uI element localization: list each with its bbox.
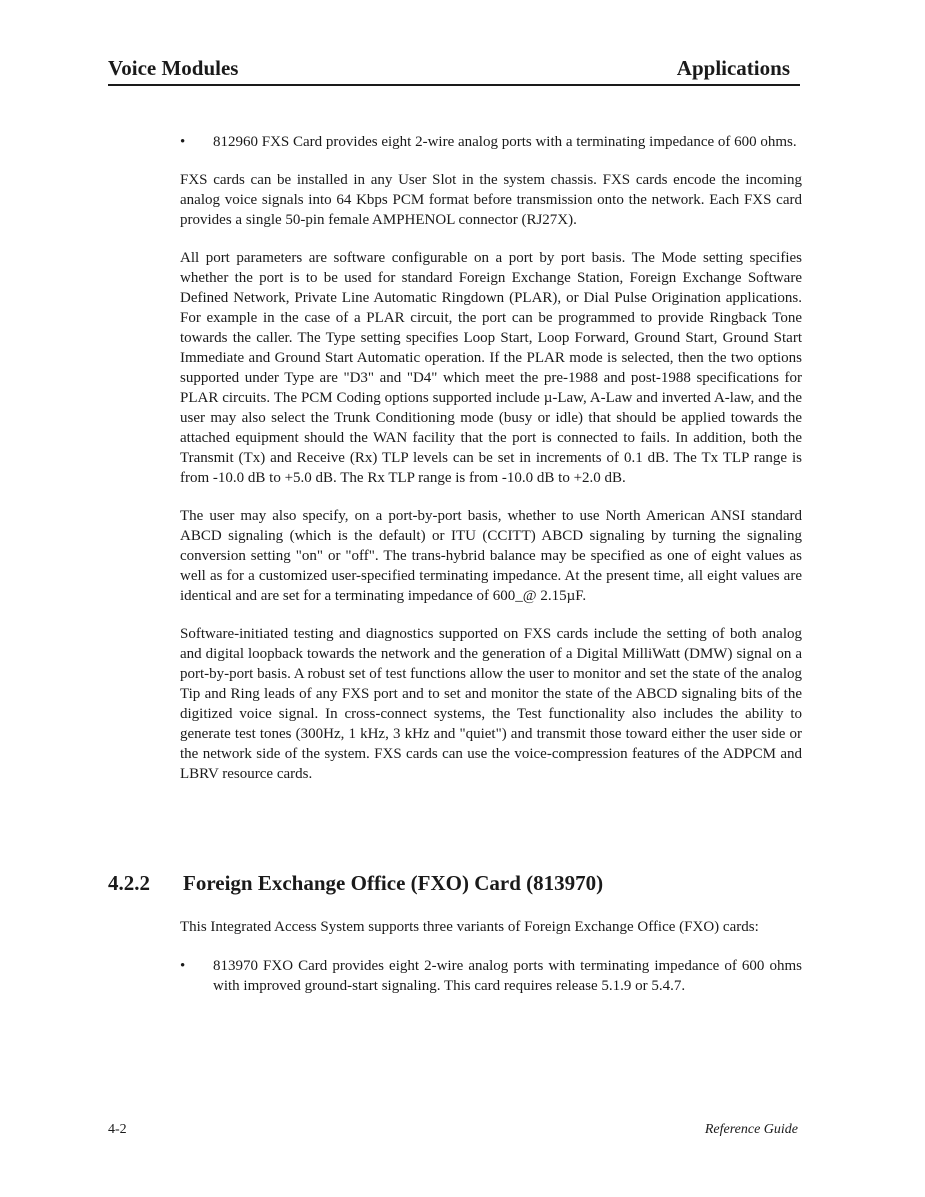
section-heading [108,871,808,896]
body-content [180,132,802,784]
page-number: 4-2 [108,1122,127,1137]
paragraph-fxo-intro: This Integrated Access System supports three variants of Foreign Exchange Office (FXO) cards: [180,919,759,935]
section-title: Foreign Exchange Office (FXO) Card (813970) [183,871,604,895]
header-chapter-title: Applications [676,56,790,80]
paragraph-testing: Software-initiated testing and diagnostics supported on FXS cards include the setting of both analog and digital loopback towards the network and the generation of a Digital MilliWatt (DMW) signal on a port-by-port basis. A robust set of test functions allow the user to monitor and set the state of the analog Tip and Ring leads of any FXS port and to set and monitor the state of the ABCD signaling bits of the digitized voice signal. In cross-connect systems, the Test functionality also includes the ability to generate test tones (300Hz, 1 kHz, 3 kHz and "quiet") and transmit those toward either the user side or the network side of the system. FXS cards can use the voice-compression features of the ADPCM and LBRV resource cards. [180,626,802,782]
paragraph-port-parameters: All port parameters are software configurable on a port by port basis. The Mode setting specifies whether the port is to be used for standard Foreign Exchange Station, Foreign Exchange Software Defined Network, Private Line Automatic Ringdown (PLAR), or Dial Pulse Origination applications. For example in the case of a PLAR circuit, the port can be programmed to provide Ringback Tone towards the caller. The Type setting specifies Loop Start, Loop Forward, Ground Start, Ground Start Immediate and Ground Start Automatic operation. If the PLAR mode is selected, then the two options supported under Type are "D3" and "D4" which meet the pre-1988 and post-1988 specifications for PLAR circuits. The PCM Coding options supported include µ-Law, A-Law and inverted A-law, and the user may also select the Trunk Conditioning mode (busy or idle) that should be applied towards the attached equipment should the WAN facility that the port is connected to fails. In addition, both the Transmit (Tx) and Receive (Rx) TLP levels can be set in increments of 0.1 dB. The Tx TLP range is from -10.0 dB to +5.0 dB. The Rx TLP range is from -10.0 dB to +2.0 dB. [180,250,802,486]
paragraph-fxs-installation: FXS cards can be installed in any User Slot in the system chassis. FXS cards encode the incoming analog voice signals into 64 Kbps PCM format before transmission onto the network. Each FXS card provides a single 50-pin female AMPHENOL connector (RJ27X). [180,172,802,228]
bullet-text: 813970 FXO Card provides eight 2-wire analog ports with terminating impedance of 600 ohms with improved ground-start signaling. This card requires release 5.1.9 or 5.4.7. [213,958,802,994]
section-number: 4.2.2 [108,871,150,895]
bullet-mark: • [180,958,186,974]
bullet-mark: • [180,134,186,150]
bullet-text: 812960 FXS Card provides eight 2-wire analog ports with a terminating impedance of 600 ohms. [213,134,797,150]
header-section-title: Voice Modules [108,56,239,80]
footer-document-title: Reference Guide [704,1122,798,1137]
page-header [108,54,800,86]
paragraph-signaling: The user may also specify, on a port-by-port basis, whether to use North American ANSI standard ABCD signaling (which is the default) or ITU (CCITT) ABCD signaling by turning the signaling conversion setting "on" or "off". The trans-hybrid balance may be specified as one of eight values as well as for a customized user-specified terminating impedance. At the present time, all eight values are identical and are set for a terminating impedance of 600_@ 2.15µF. [180,508,802,604]
bullet-item-fxs-812960 [180,132,802,152]
bullet-item-fxo-813970 [180,956,802,996]
section-content [180,917,802,996]
